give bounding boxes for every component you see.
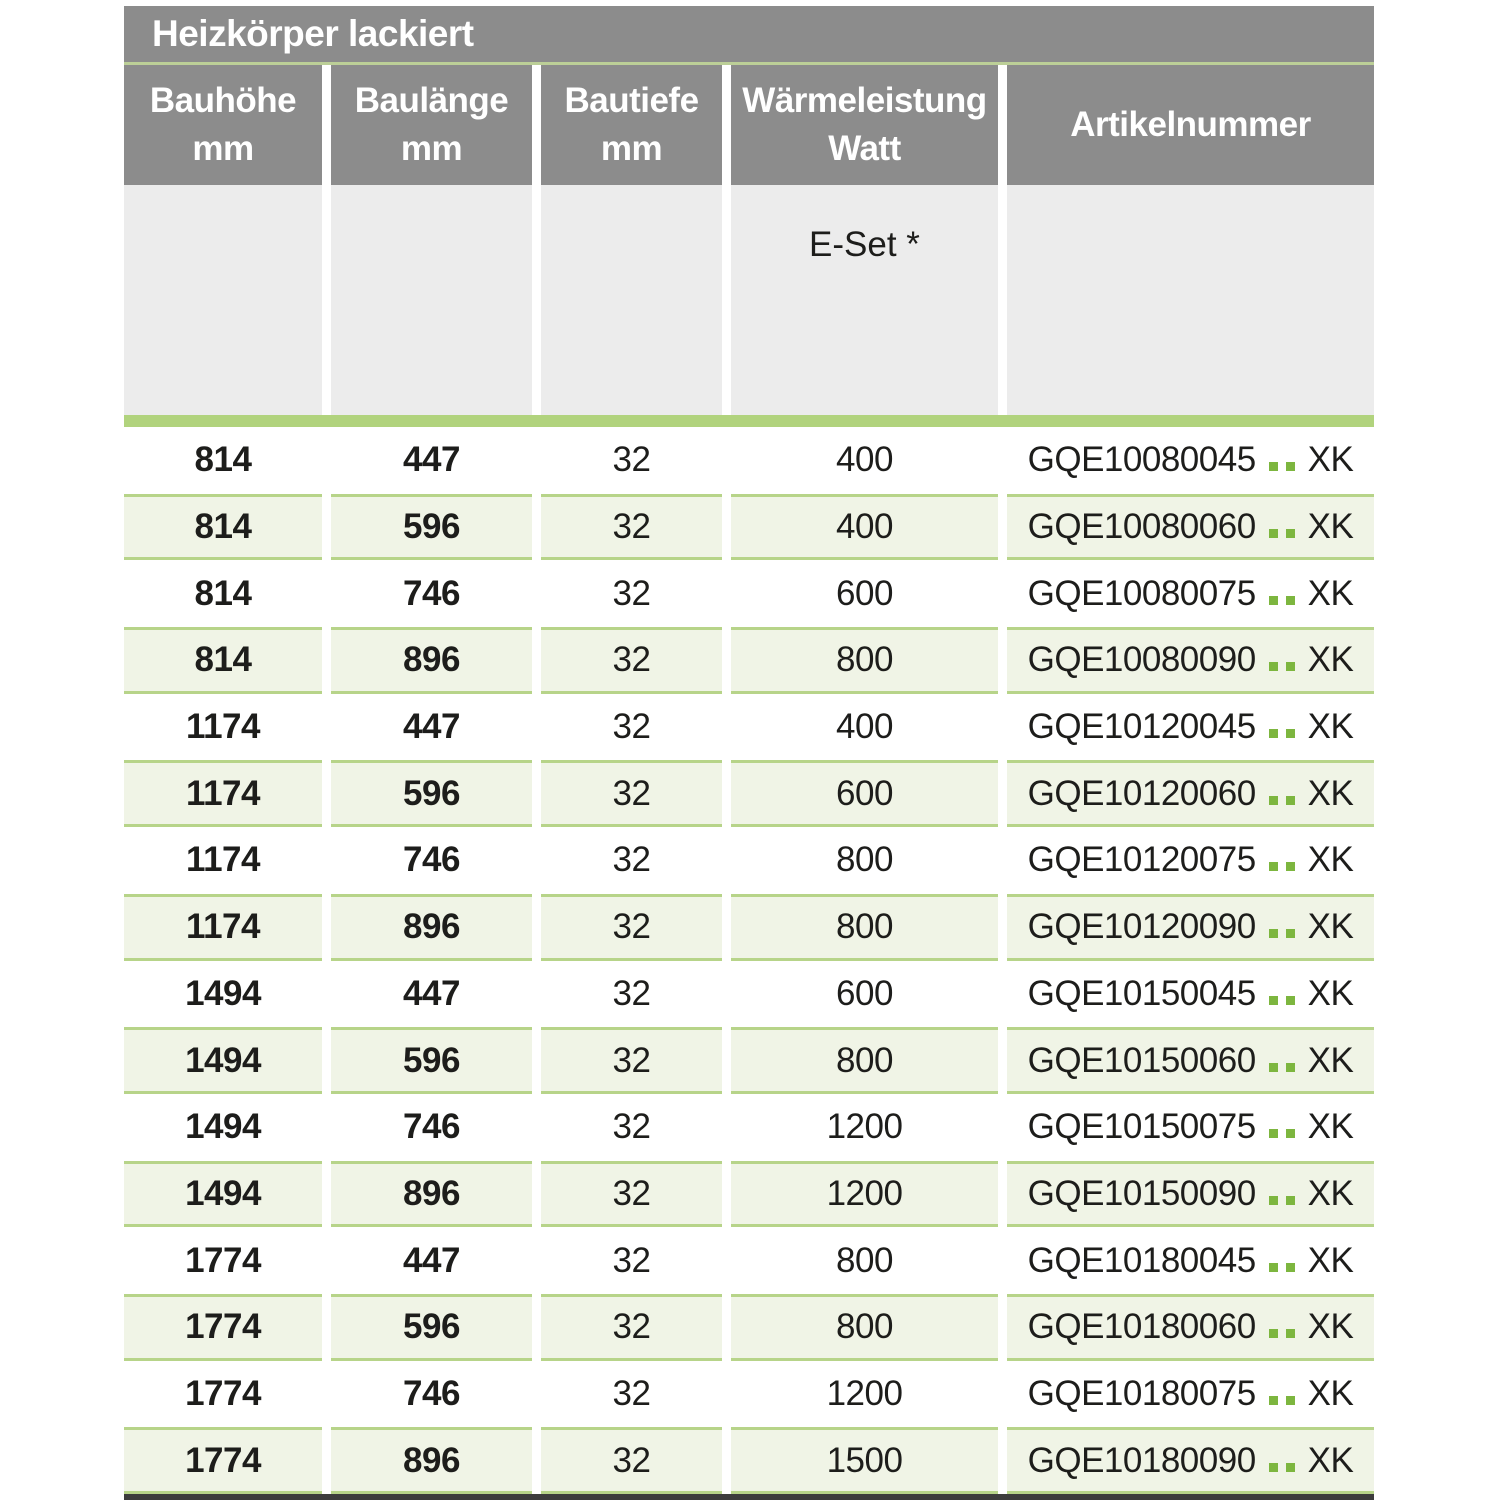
artikelnummer-text: [1028, 774, 1354, 814]
table-row: [124, 1361, 1374, 1428]
green-dot-icon: [1286, 796, 1295, 805]
cell-waermeleistung: 800: [731, 1294, 998, 1361]
green-dot-icon: [1269, 796, 1278, 805]
artikelnummer-suffix: XK: [1307, 773, 1354, 813]
header-body-separator-bar: [124, 415, 1374, 427]
green-dot-icon: [1269, 1463, 1278, 1472]
eset-label: E-Set *: [809, 225, 920, 264]
table-subheader-row: [124, 185, 1374, 415]
cell-baulaenge: 746: [331, 1094, 532, 1161]
product-table: [124, 6, 1374, 1500]
column-header-unit: mm: [400, 129, 463, 168]
subheader-cell-eset: [731, 185, 998, 415]
table-row: [124, 827, 1374, 894]
cell-artikelnummer: [1007, 961, 1374, 1028]
artikelnummer-prefix: GQE10180090: [1027, 1440, 1256, 1480]
green-dot-icon: [1269, 462, 1278, 471]
table-title: Heizkörper lackiert: [152, 13, 474, 54]
table-row: [124, 494, 1374, 561]
table-row: [124, 627, 1374, 694]
artikelnummer-text: [1028, 907, 1354, 947]
cell-waermeleistung: 1200: [731, 1094, 998, 1161]
green-dot-icon: [1269, 1329, 1278, 1338]
cell-bauhoehe: 1494: [124, 1094, 322, 1161]
cell-bautiefe: 32: [541, 961, 722, 1028]
cell-artikelnummer: [1007, 1027, 1374, 1094]
cell-waermeleistung: 800: [731, 1227, 998, 1294]
artikelnummer-text: [1028, 574, 1354, 614]
cell-baulaenge: 896: [331, 1427, 532, 1494]
artikelnummer-prefix: GQE10120045: [1027, 707, 1256, 747]
artikelnummer-text: [1028, 507, 1354, 547]
artikelnummer-text: [1028, 1174, 1354, 1214]
cell-baulaenge: 596: [331, 1027, 532, 1094]
cell-baulaenge: 896: [331, 894, 532, 961]
cell-bauhoehe: 1774: [124, 1361, 322, 1428]
cell-waermeleistung: 1200: [731, 1361, 998, 1428]
cell-waermeleistung: 400: [731, 427, 998, 494]
artikelnummer-suffix: XK: [1307, 1440, 1354, 1480]
subheader-cell-baulaenge: [331, 185, 532, 415]
artikelnummer-prefix: GQE10180075: [1027, 1373, 1256, 1413]
cell-bautiefe: 32: [541, 760, 722, 827]
green-dot-icon: [1269, 929, 1278, 938]
table-row: [124, 1427, 1374, 1494]
artikelnummer-text: [1028, 1307, 1354, 1347]
table-row: [124, 1027, 1374, 1094]
cell-bauhoehe: 1494: [124, 1161, 322, 1228]
cell-baulaenge: 447: [331, 1227, 532, 1294]
column-header-unit: mm: [192, 129, 254, 168]
cell-waermeleistung: 800: [731, 894, 998, 961]
artikelnummer-suffix: XK: [1307, 1373, 1354, 1413]
green-dot-icon: [1286, 929, 1295, 938]
cell-artikelnummer: [1007, 627, 1374, 694]
cell-bauhoehe: 814: [124, 427, 322, 494]
artikelnummer-suffix: XK: [1307, 973, 1354, 1013]
cell-bautiefe: 32: [541, 427, 722, 494]
cell-artikelnummer: [1007, 1427, 1374, 1494]
green-dot-icon: [1269, 1396, 1278, 1405]
cell-baulaenge: 447: [331, 961, 532, 1028]
column-header-label: Baulänge: [354, 81, 509, 120]
cell-bautiefe: 32: [541, 560, 722, 627]
table-row: [124, 961, 1374, 1028]
column-header-waermeleistung: [731, 65, 998, 185]
artikelnummer-suffix: XK: [1307, 1107, 1354, 1147]
cell-waermeleistung: 1500: [731, 1427, 998, 1494]
cell-bautiefe: 32: [541, 827, 722, 894]
cell-bautiefe: 32: [541, 1361, 722, 1428]
green-dot-icon: [1269, 729, 1278, 738]
cell-baulaenge: 596: [331, 494, 532, 561]
cell-bauhoehe: 1174: [124, 827, 322, 894]
green-dot-icon: [1286, 662, 1295, 671]
green-dot-icon: [1286, 729, 1295, 738]
artikelnummer-text: [1028, 640, 1354, 680]
cell-bautiefe: 32: [541, 1427, 722, 1494]
green-dot-icon: [1269, 862, 1278, 871]
artikelnummer-text: [1028, 440, 1354, 480]
cell-baulaenge: 596: [331, 1294, 532, 1361]
cell-bautiefe: 32: [541, 627, 722, 694]
subheader-cell-bautiefe: [541, 185, 722, 415]
column-header-bauhoehe: [124, 65, 322, 185]
cell-artikelnummer: [1007, 1094, 1374, 1161]
green-dot-icon: [1269, 1196, 1278, 1205]
cell-waermeleistung: 400: [731, 694, 998, 761]
table-row: [124, 694, 1374, 761]
subheader-cell-bauhoehe: [124, 185, 322, 415]
artikelnummer-suffix: XK: [1307, 1307, 1354, 1347]
column-header-baulaenge: [331, 65, 532, 185]
green-dot-icon: [1286, 1129, 1295, 1138]
cell-waermeleistung: 1200: [731, 1161, 998, 1228]
table-row: [124, 560, 1374, 627]
cell-bautiefe: 32: [541, 1027, 722, 1094]
cell-baulaenge: 746: [331, 1361, 532, 1428]
column-header-label: Wärmeleistung: [742, 81, 987, 120]
column-header-label: Artikelnummer: [1070, 105, 1311, 144]
artikelnummer-suffix: XK: [1307, 1173, 1354, 1213]
green-dot-icon: [1269, 529, 1278, 538]
cell-baulaenge: 447: [331, 427, 532, 494]
green-dot-icon: [1286, 862, 1295, 871]
table-row: [124, 1294, 1374, 1361]
artikelnummer-prefix: GQE10150090: [1027, 1173, 1256, 1213]
green-dot-icon: [1269, 596, 1278, 605]
green-dot-icon: [1286, 1396, 1295, 1405]
column-header-unit: mm: [600, 129, 663, 168]
table-row: [124, 427, 1374, 494]
artikelnummer-text: [1028, 974, 1354, 1014]
green-dot-icon: [1286, 1063, 1295, 1072]
artikelnummer-text: [1028, 1107, 1354, 1147]
cell-bauhoehe: 1774: [124, 1294, 322, 1361]
green-dot-icon: [1269, 1129, 1278, 1138]
cell-artikelnummer: [1007, 494, 1374, 561]
cell-artikelnummer: [1007, 694, 1374, 761]
cell-bautiefe: 32: [541, 894, 722, 961]
cell-bautiefe: 32: [541, 1161, 722, 1228]
cell-baulaenge: 447: [331, 694, 532, 761]
green-dot-icon: [1269, 1063, 1278, 1072]
cell-waermeleistung: 400: [731, 494, 998, 561]
subheader-cell-artikelnummer: [1007, 185, 1374, 415]
column-header-unit: Watt: [828, 129, 901, 168]
table-row: [124, 894, 1374, 961]
artikelnummer-prefix: GQE10080045: [1027, 440, 1256, 480]
cell-baulaenge: 596: [331, 760, 532, 827]
cell-artikelnummer: [1007, 827, 1374, 894]
artikelnummer-suffix: XK: [1307, 1240, 1354, 1280]
cell-bautiefe: 32: [541, 1294, 722, 1361]
artikelnummer-prefix: GQE10150045: [1027, 973, 1256, 1013]
cell-bauhoehe: 814: [124, 560, 322, 627]
cell-bautiefe: 32: [541, 1094, 722, 1161]
cell-bautiefe: 32: [541, 694, 722, 761]
cell-artikelnummer: [1007, 1227, 1374, 1294]
green-dot-icon: [1286, 596, 1295, 605]
cell-waermeleistung: 600: [731, 560, 998, 627]
cell-waermeleistung: 800: [731, 1027, 998, 1094]
cell-waermeleistung: 600: [731, 760, 998, 827]
cell-waermeleistung: 800: [731, 627, 998, 694]
cell-bauhoehe: 814: [124, 627, 322, 694]
column-header-label: Bautiefe: [564, 81, 699, 120]
table-row: [124, 1161, 1374, 1228]
table-row: [124, 1094, 1374, 1161]
table-header-row: [124, 65, 1374, 185]
artikelnummer-suffix: XK: [1307, 507, 1354, 547]
artikelnummer-prefix: GQE10120090: [1027, 907, 1256, 947]
cell-baulaenge: 746: [331, 560, 532, 627]
cell-artikelnummer: [1007, 894, 1374, 961]
cell-bauhoehe: 1174: [124, 760, 322, 827]
cell-artikelnummer: [1007, 1161, 1374, 1228]
cell-baulaenge: 896: [331, 1161, 532, 1228]
artikelnummer-prefix: GQE10080060: [1027, 507, 1256, 547]
cell-artikelnummer: [1007, 427, 1374, 494]
cell-bauhoehe: 1494: [124, 1027, 322, 1094]
artikelnummer-text: [1028, 1241, 1354, 1281]
green-dot-icon: [1286, 1196, 1295, 1205]
artikelnummer-prefix: GQE10080075: [1027, 573, 1256, 613]
artikelnummer-prefix: GQE10180045: [1027, 1240, 1256, 1280]
table-row: [124, 1227, 1374, 1294]
cell-bauhoehe: 1774: [124, 1427, 322, 1494]
cell-artikelnummer: [1007, 560, 1374, 627]
green-dot-icon: [1269, 662, 1278, 671]
cell-bautiefe: 32: [541, 494, 722, 561]
artikelnummer-suffix: XK: [1307, 573, 1354, 613]
artikelnummer-prefix: GQE10150060: [1027, 1040, 1256, 1080]
green-dot-icon: [1286, 996, 1295, 1005]
column-header-label: Bauhöhe: [149, 81, 297, 120]
table-bottom-border: [124, 1494, 1374, 1500]
green-dot-icon: [1286, 1463, 1295, 1472]
green-dot-icon: [1286, 1329, 1295, 1338]
cell-bauhoehe: 1494: [124, 961, 322, 1028]
cell-bauhoehe: 1174: [124, 694, 322, 761]
column-header-bautiefe: [541, 65, 722, 185]
artikelnummer-prefix: GQE10150075: [1027, 1107, 1256, 1147]
cell-bauhoehe: 1174: [124, 894, 322, 961]
artikelnummer-text: [1028, 840, 1354, 880]
cell-waermeleistung: 800: [731, 827, 998, 894]
artikelnummer-suffix: XK: [1307, 907, 1354, 947]
artikelnummer-suffix: XK: [1307, 1040, 1354, 1080]
artikelnummer-suffix: XK: [1307, 440, 1354, 480]
table-row: [124, 760, 1374, 827]
artikelnummer-text: [1028, 1441, 1354, 1481]
cell-bauhoehe: 814: [124, 494, 322, 561]
table-title-bar: [124, 6, 1374, 62]
cell-bautiefe: 32: [541, 1227, 722, 1294]
green-dot-icon: [1286, 1263, 1295, 1272]
cell-baulaenge: 896: [331, 627, 532, 694]
green-dot-icon: [1269, 996, 1278, 1005]
green-dot-icon: [1269, 1263, 1278, 1272]
artikelnummer-text: [1028, 1374, 1354, 1414]
artikelnummer-suffix: XK: [1307, 707, 1354, 747]
artikelnummer-prefix: GQE10080090: [1027, 640, 1256, 680]
artikelnummer-prefix: GQE10120060: [1027, 773, 1256, 813]
artikelnummer-prefix: GQE10120075: [1027, 840, 1256, 880]
artikelnummer-text: [1028, 1041, 1354, 1081]
cell-waermeleistung: 600: [731, 961, 998, 1028]
artikelnummer-suffix: XK: [1307, 840, 1354, 880]
cell-baulaenge: 746: [331, 827, 532, 894]
cell-bauhoehe: 1774: [124, 1227, 322, 1294]
artikelnummer-prefix: GQE10180060: [1027, 1307, 1256, 1347]
green-dot-icon: [1286, 529, 1295, 538]
column-header-artikelnummer: [1007, 65, 1374, 185]
cell-artikelnummer: [1007, 1294, 1374, 1361]
table-body: [124, 427, 1374, 1494]
artikelnummer-text: [1028, 707, 1354, 747]
green-dot-icon: [1286, 462, 1295, 471]
cell-artikelnummer: [1007, 1361, 1374, 1428]
cell-artikelnummer: [1007, 760, 1374, 827]
artikelnummer-suffix: XK: [1307, 640, 1354, 680]
